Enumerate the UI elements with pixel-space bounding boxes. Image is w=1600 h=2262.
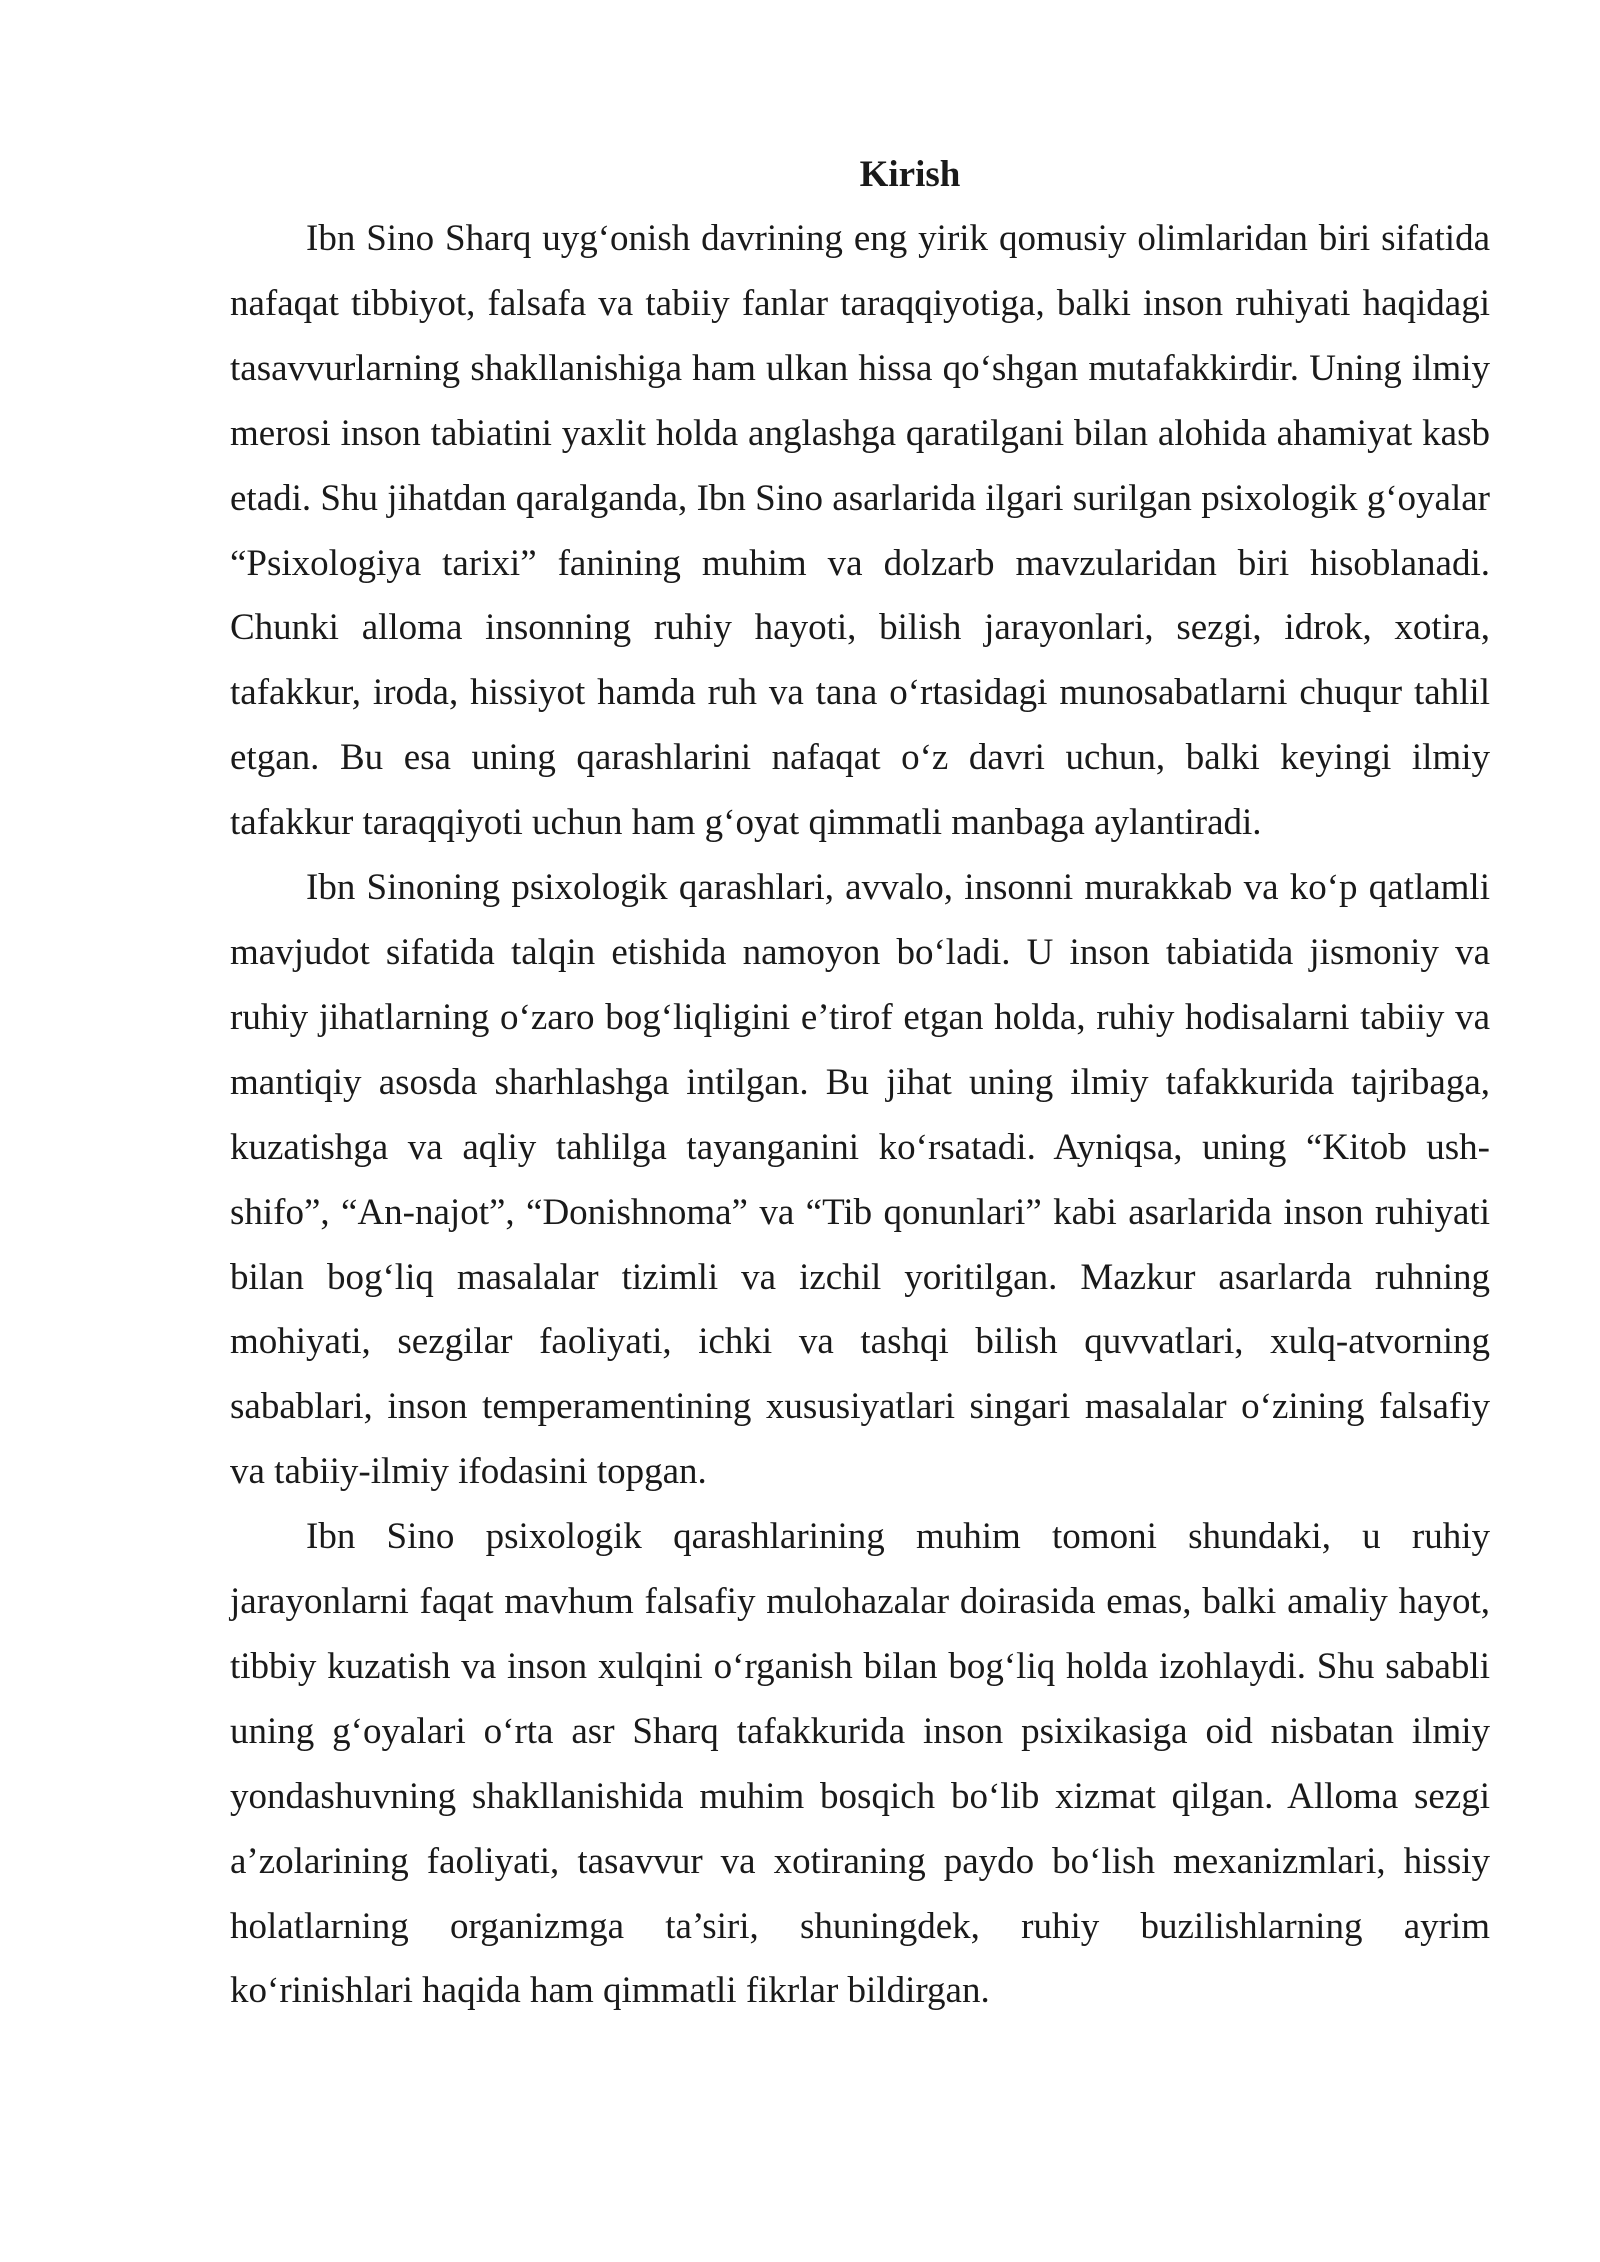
paragraph-1: Ibn Sino Sharq uyg‘onish davrining eng yirik qomusiy olimlaridan biri sifatida nafaqat tibbiyot, falsafa va tabiiy fanlar taraqqiyotiga, balki inson ruhiyati haqidagi tasavvurlarning shakllanishiga ham ulkan hissa qo‘shgan mutafakkirdir. Uning ilmiy merosi inson tabiatini yaxlit holda anglashga qaratilgani bilan alohida ahamiyat kasb etadi. Shu jihatdan qaralganda, Ibn Sino asarlarida ilgari surilgan psixologik g‘oyalar “Psixologiya tarixi” fanining muhim va dolzarb mavzularidan biri hisoblanadi. Chunki alloma insonning ruhiy hayoti, bilish jarayonlari, sezgi, idrok, xotira, tafakkur, iroda, hissiyot hamda ruh va tana o‘rtasidagi munosabatlarni chuqur tahlil etgan. Bu esa uning qarashlarini nafaqat o‘z davri uchun, balki keyingi ilmiy tafakkur taraqqiyoti uchun ham g‘oyat qimmatli manbaga aylantiradi.	[230, 218, 1490, 844]
paragraph-2: Ibn Sinoning psixologik qarashlari, avvalo, insonni murakkab va ko‘p qatlamli mavjudot sifatida talqin etishida namoyon bo‘ladi. U inson tabiatida jismoniy va ruhiy jihatlarning o‘zaro bog‘liqligini e’tirof etgan holda, ruhiy hodisalarni tabiiy va mantiqiy asosda sharhlashga intilgan. Bu jihat uning ilmiy tafakkurida tajribaga, kuzatishga va aqliy tahlilga tayanganini ko‘rsatadi. Ayniqsa, uning “Kitob ush-shifo”, “An-najot”, “Donishnoma” va “Tib qonunlari” kabi asarlarida inson ruhiyati bilan bog‘liq masalalar tizimli va izchil yoritilgan. Mazkur asarlarda ruhning mohiyati, sezgilar faoliyati, ichki va tashqi bilish quvvatlari, xulq-atvorning sabablari, inson temperamentining xususiyatlari singari masalalar o‘zining falsafiy va tabiiy-ilmiy ifodasini topgan.	[230, 867, 1490, 1493]
paragraph-3: Ibn Sino psixologik qarashlarining muhim tomoni shundaki, u ruhiy jarayonlarni faqat mavhum falsafiy mulohazalar doirasida emas, balki amaliy hayot, tibbiy kuzatish va inson xulqini o‘rganish bilan bog‘liq holda izohlaydi. Shu sababli uning g‘oyalari o‘rta asr Sharq tafakkurida inson psixikasiga oid nisbatan ilmiy yondashuvning shakllanishida muhim bosqich bo‘lib xizmat qilgan. Alloma sezgi a’zolarining faoliyati, tasavvur va xotiraning paydo bo‘lish mexanizmlari, hissiy holatlarning organizmga ta’siri, shuningdek, ruhiy buzilishlarning ayrim ko‘rinishlari haqida ham qimmatli fikrlar bildirgan.	[230, 1516, 1490, 2012]
page-title: Kirish	[859, 154, 961, 195]
document-body	[230, 145, 1490, 2024]
